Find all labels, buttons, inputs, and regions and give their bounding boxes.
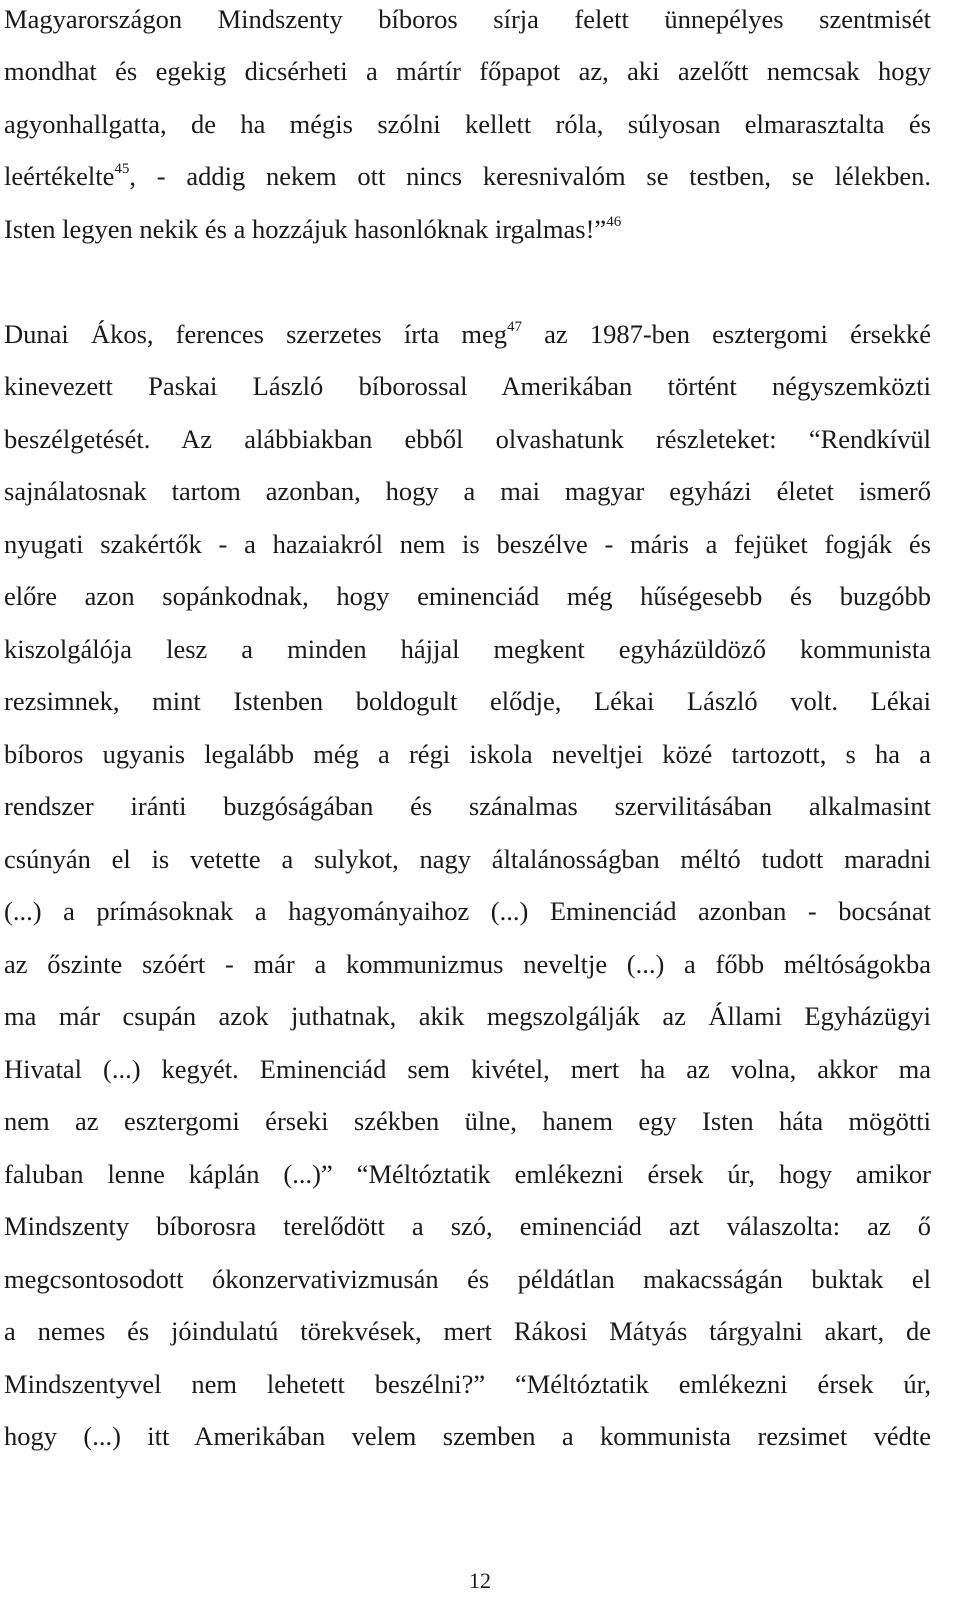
text-line: Mindszentyvel nem lehetett beszélni?” “Méltóztatik emlékezni érsek úr, [4, 1369, 931, 1399]
text-line: kinevezett Paskai László bíborossal Amerikában történt négyszemközti [4, 371, 931, 401]
text-span: , - addig nekem ott nincs keresnivalóm se testben, se lélekben. [129, 161, 931, 191]
text-line: mondhat és egekig dicsérheti a mártír főpapot az, aki azelőtt nemcsak hogy [4, 56, 931, 86]
text-line: hogy (...) itt Amerikában velem szemben a kommunista rezsimet védte [4, 1421, 931, 1451]
text-line: előre azon sopánkodnak, hogy eminenciád még hűségesebb és buzgóbb [4, 581, 931, 611]
text-line: nyugati szakértők - a hazaiakról nem is beszélve - máris a fejüket fogják és [4, 529, 931, 559]
text-line: az őszinte szóért - már a kommunizmus neveltje (...) a főbb méltóságokba [4, 949, 931, 979]
text-span: az 1987-ben esztergomi érsekké [522, 319, 931, 349]
text-line [4, 211, 931, 247]
footnote-ref-46[interactable]: 46 [606, 214, 622, 230]
footnote-ref-47[interactable]: 47 [507, 319, 522, 335]
text-line: faluban lenne káplán (...)” “Méltóztatik emlékezni érsek úr, hogy amikor [4, 1159, 931, 1189]
text-line: (...) a prímásoknak a hagyományaihoz (...) Eminenciád azonban - bocsánat [4, 896, 931, 926]
text-line: sajnálatosnak tartom azonban, hogy a mai magyar egyházi életet ismerő [4, 476, 931, 506]
text-line: rendszer iránti buzgóságában és szánalmas szervilitásában alkalmasint [4, 791, 931, 821]
text-span: Dunai Ákos, ferences szerzetes írta meg [4, 319, 507, 349]
text-line: rezsimnek, mint Istenben boldogult elődje, Lékai László volt. Lékai [4, 686, 931, 716]
page-number: 12 [469, 1568, 491, 1593]
text-line: a nemes és jóindulatú törekvések, mert Rákosi Mátyás tárgyalni akart, de [4, 1316, 931, 1346]
text-line: kiszolgálója lesz a minden hájjal megkent egyházüldöző kommunista [4, 634, 931, 664]
text-line: csúnyán el is vetette a sulykot, nagy általánosságban méltó tudott maradni [4, 844, 931, 874]
text-line [4, 158, 931, 194]
text-line: bíboros ugyanis legalább még a régi iskola neveltjei közé tartozott, s ha a [4, 739, 931, 769]
footnote-ref-45[interactable]: 45 [114, 161, 130, 177]
text-line: Mindszenty bíborosra terelődött a szó, eminenciád azt válaszolta: az ő [4, 1211, 931, 1241]
text-line: Magyarországon Mindszenty bíboros sírja felett ünnepélyes szentmisét [4, 4, 931, 34]
text-span: Isten legyen nekik és a hozzájuk hasonlóknak irgalmas!” [4, 214, 607, 244]
text-line: ma már csupán azok juthatnak, akik megszolgálják az Állami Egyházügyi [4, 1001, 931, 1031]
text-line: beszélgetését. Az alábbiakban ebből olvashatunk részleteket: “Rendkívül [4, 424, 931, 454]
text-line: agyonhallgatta, de ha mégis szólni kellett róla, súlyosan elmarasztalta és [4, 109, 931, 139]
text-line: Hivatal (...) kegyét. Eminenciád sem kivétel, mert ha az volna, akkor ma [4, 1054, 931, 1084]
text-span: leértékelte [4, 161, 115, 191]
text-line: nem az esztergomi érseki székben ülne, hanem egy Isten háta mögötti [4, 1106, 931, 1136]
text-line [4, 316, 931, 352]
text-line: megcsontosodott ókonzervativizmusán és példátlan makacsságán buktak el [4, 1264, 931, 1294]
